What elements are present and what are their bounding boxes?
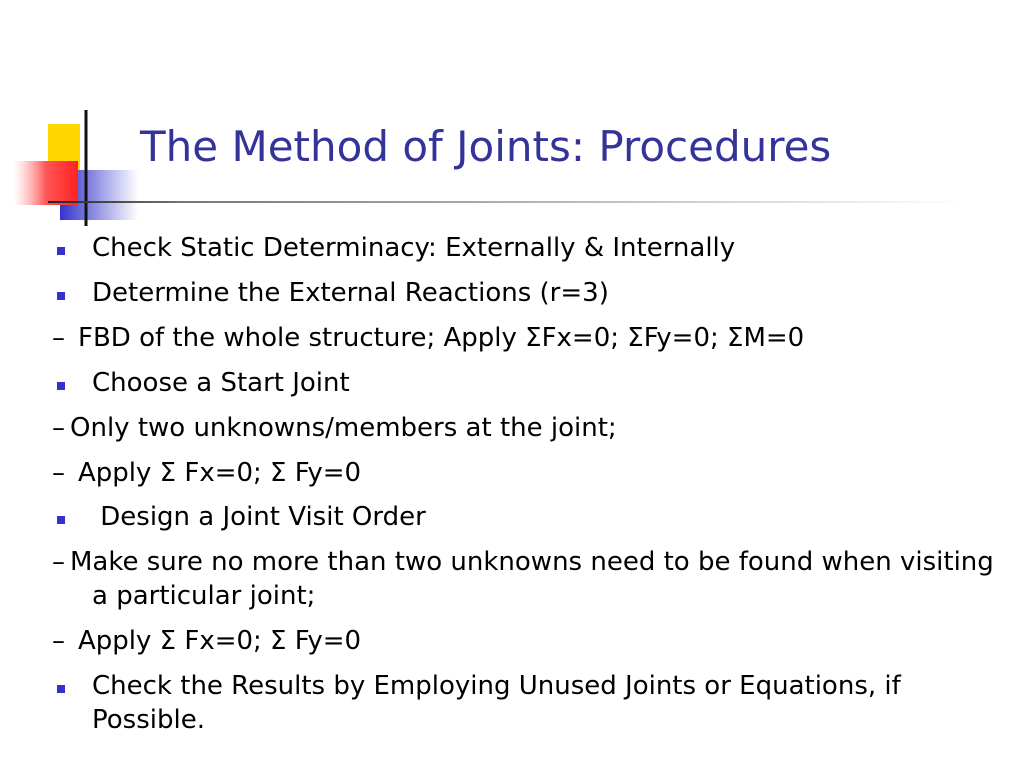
list-item-text: Check the Results by Employing Unused Joints or Equations, if Possible. [92,670,901,735]
page-title: The Method of Joints: Procedures [140,122,832,171]
dash-mark: – [52,547,65,578]
sub-list-item [52,322,1012,356]
sub-list-item-text: FBD of the whole structure; Apply ΣFx=0; ΣFy=0; ΣM=0 [78,323,805,353]
list-item [52,277,1012,311]
list-item [52,232,1012,266]
sub-list-item-text: Make sure no more than two unknowns need to be found when visiting a particular joint; [70,547,994,612]
square-bullet-icon [52,367,92,401]
list-item [52,670,1012,738]
list-item-text: Determine the External Reactions (r=3) [92,278,609,308]
dash-mark: – [52,323,65,353]
square-bullet-icon [52,501,92,535]
sub-list-item-text: Apply Σ Fx=0; Σ Fy=0 [78,457,362,488]
sub-list-item [52,457,1012,491]
dash-mark: – [52,625,65,656]
dash-mark: – [52,457,65,488]
square-bullet-icon [52,277,92,311]
content-list [52,232,1012,748]
list-item-text: Check Static Determinacy: Externally & Internally [92,233,736,263]
list-item-text: Choose a Start Joint [92,367,350,398]
sub-list-item-text: Apply Σ Fx=0; Σ Fy=0 [78,625,362,656]
title-rule [48,201,968,203]
title-decoration [0,0,1024,240]
list-item [52,367,1012,401]
deco-red-square [14,161,78,205]
list-item [52,501,1012,535]
square-bullet-icon [52,670,92,704]
sub-list-item [52,625,1012,659]
dash-mark: – [52,412,65,443]
list-item-text: Design a Joint Visit Order [92,502,426,533]
sub-list-item [52,546,1012,614]
sub-list-item-text: Only two unknowns/members at the joint; [70,412,617,443]
square-bullet-icon [52,232,92,266]
sub-list-item [52,412,1012,446]
